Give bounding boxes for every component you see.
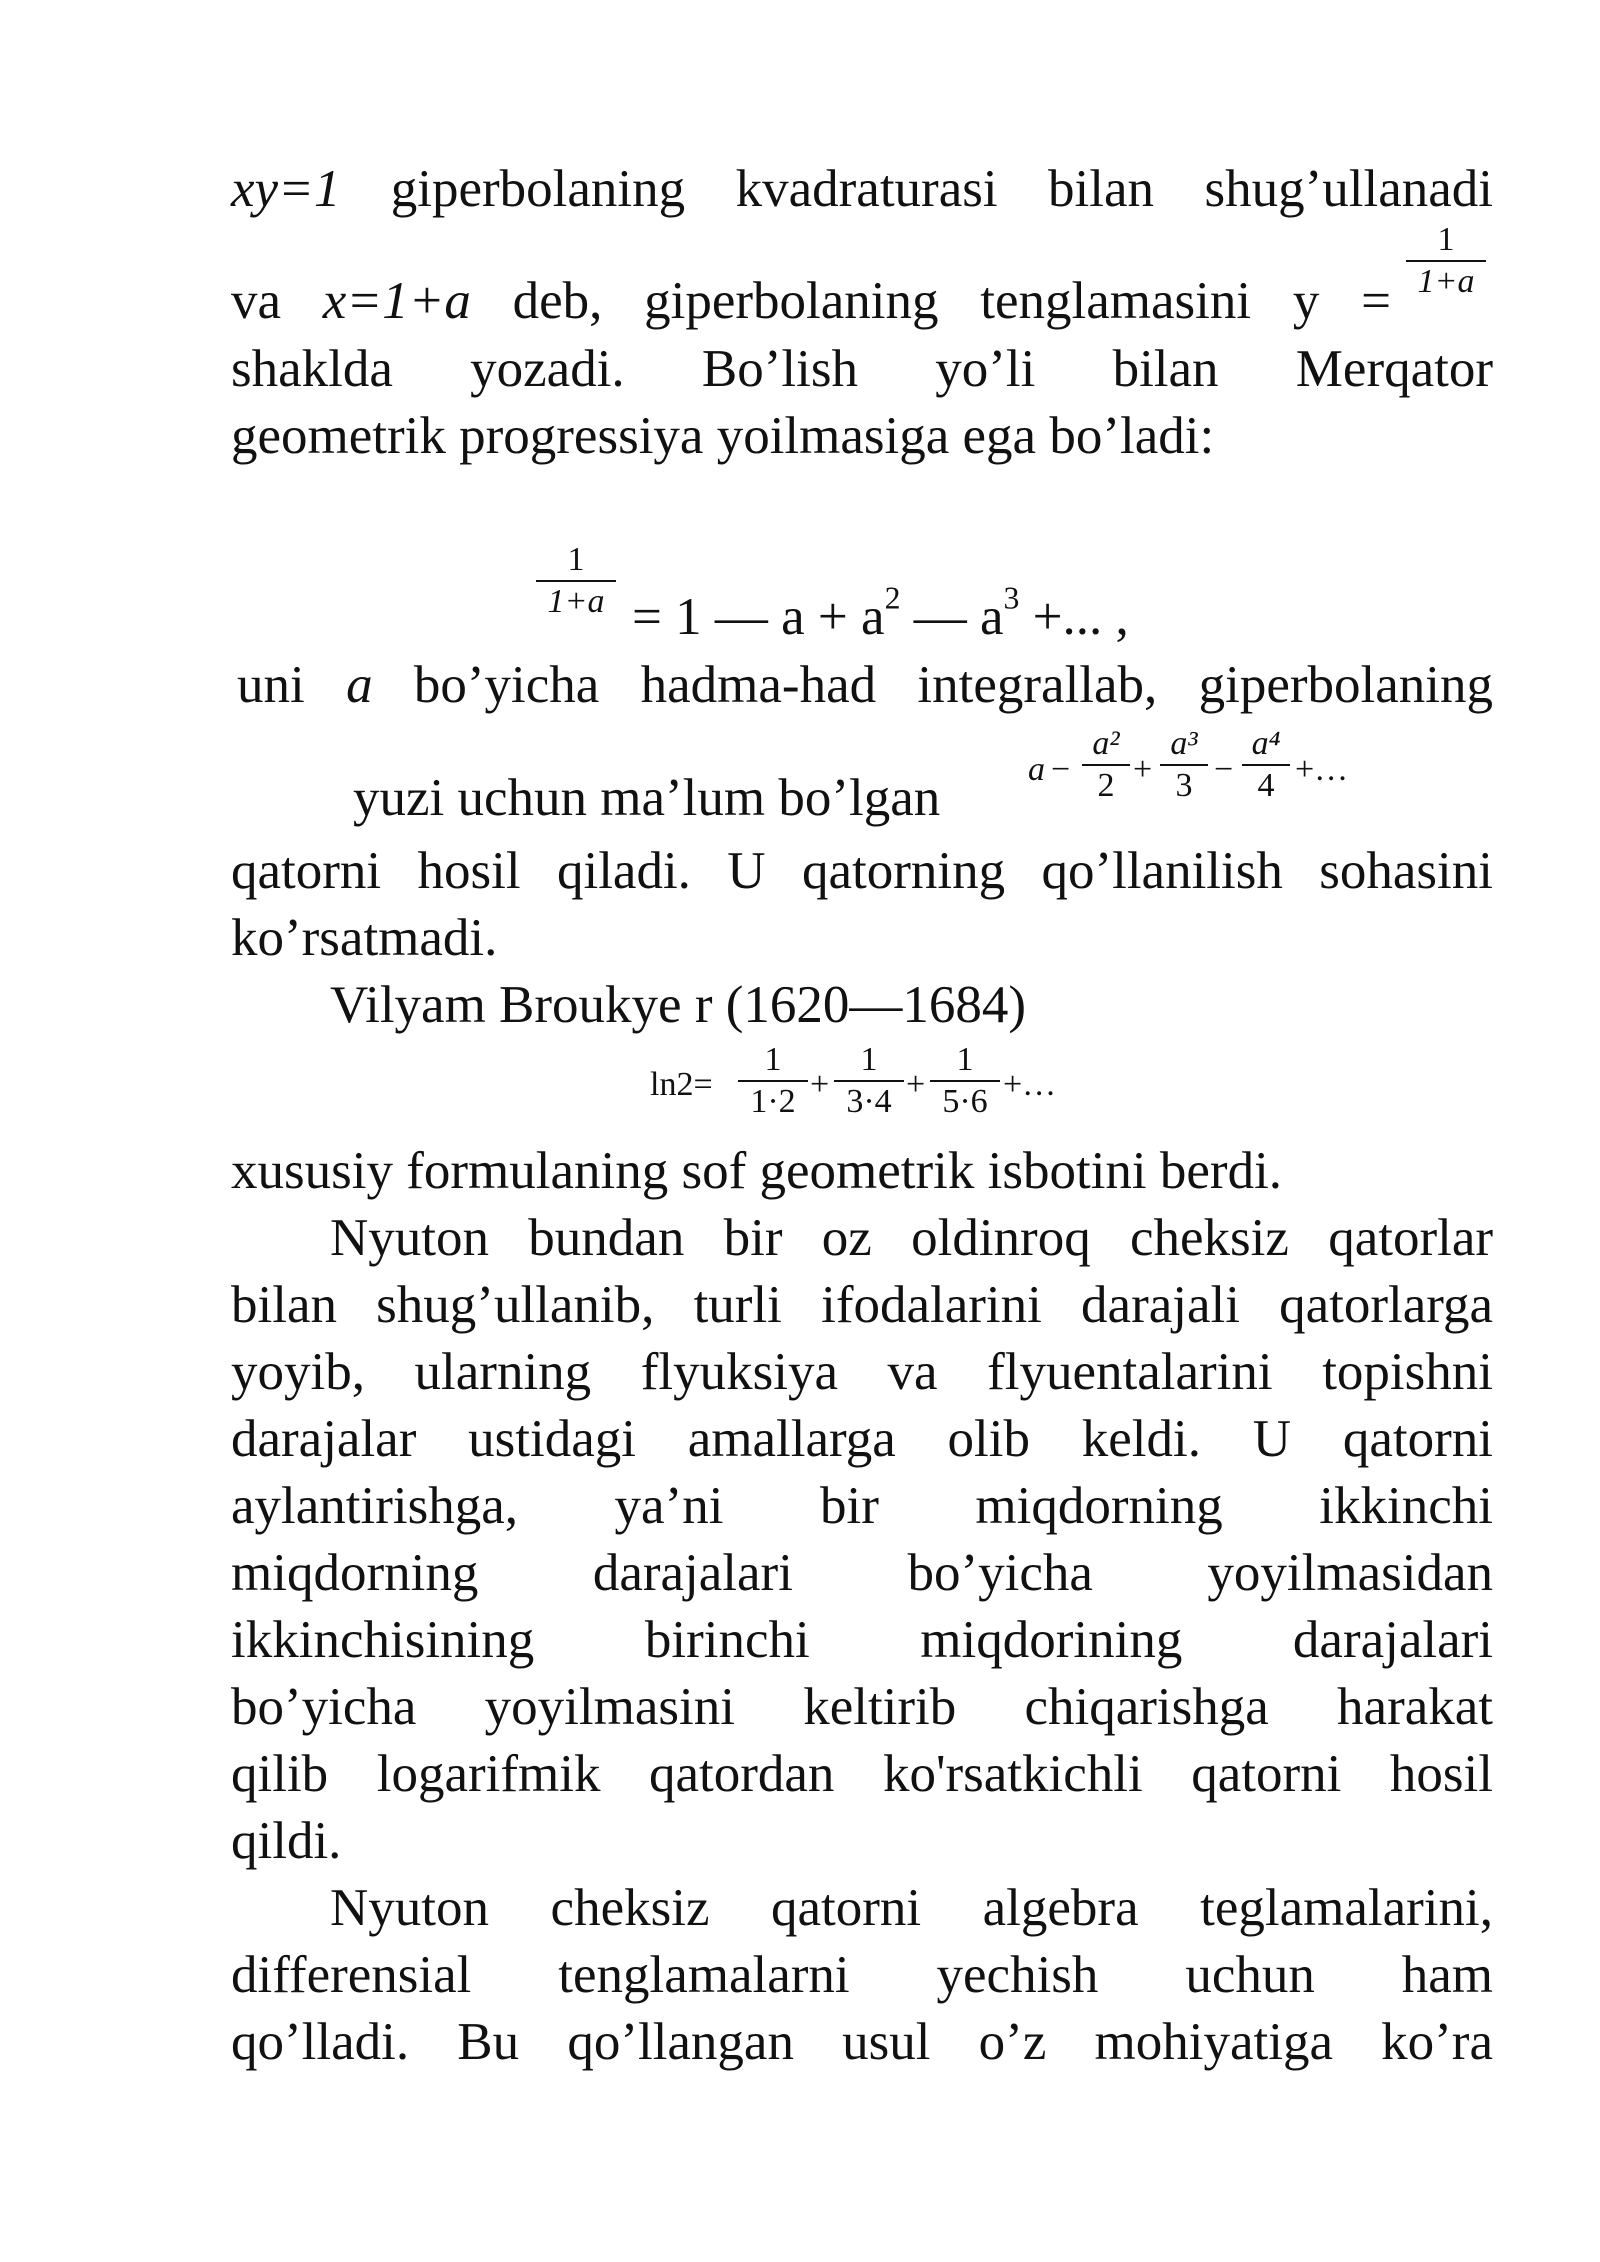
text-line: bo’yicha yoyilmasini keltirib chiqarishga harakat — [231, 1678, 1493, 1736]
text-line: qo’lladi. Bu qo’llangan usul o’z mohiyatiga ko’ra — [231, 2013, 1493, 2071]
series-operator: +… — [1295, 751, 1349, 788]
text-line: miqdorning darajalari bo’yicha yoyilmasidan — [231, 1544, 1493, 1602]
text-line: geometrik progressiya yoilmasiga ega bo’ladi: — [231, 407, 1215, 465]
text-line: qildi. — [231, 1812, 342, 1870]
text-line: ikkinchisining birinchi miqdorining darajalari — [231, 1611, 1493, 1669]
text-line: qatorni hosil qiladi. U qatorning qo’llanilish sohasini — [231, 842, 1493, 900]
text-line: yoyib, ularning flyuksiya va flyuentalarini topishni — [231, 1343, 1493, 1401]
fraction: $\frac{\text{a²}}{2}$ — [1082, 724, 1130, 806]
inline-math: xy=1 — [231, 160, 341, 218]
text-line: ko’rsatmadi. — [231, 909, 498, 967]
text-line: yuzi uchun ma’lum bo’lgan — [353, 769, 941, 827]
series-operator: − — [1051, 751, 1071, 788]
series-operator: + — [906, 1066, 926, 1103]
text-line: uni a bo’yicha hadma-had integrallab, giperbolaning — [237, 656, 1493, 714]
text-line: Vilyam Broukye r (1620—1684) — [330, 976, 1027, 1034]
fraction: $\frac{1}{3\cdot 4}$ — [834, 1040, 904, 1122]
text-line: va x=1+a deb, giperbolaning tenglamasini y = — [231, 272, 1392, 330]
series-operator: + — [810, 1066, 830, 1103]
series-operator: − — [1214, 751, 1234, 788]
inline-math: x=1+a — [322, 272, 471, 330]
formula-lhs: ln2= — [650, 1066, 713, 1103]
series-operator: + — [1133, 751, 1153, 788]
series-operator: +… — [1003, 1066, 1057, 1103]
fraction: $\frac{\text{a³}}{3}$ — [1160, 724, 1208, 806]
fraction: $\frac{\text{a⁴}}{4}$ — [1242, 724, 1290, 806]
text-line: xususiy formulaning sof geometrik isbotini berdi. — [231, 1142, 1283, 1200]
text-line: Nyuton cheksiz qatorni algebra teglamalarini, — [330, 1879, 1493, 1937]
inline-math: a — [346, 656, 373, 714]
formula: = 1 — $a + a^2$ — $a^3$ +... , — [632, 580, 1129, 646]
fraction: $\frac{1}{1+a}$ — [1406, 220, 1486, 302]
text-line: qilib logarifmik qatordan ko'rsatkichli qatorni hosil — [231, 1745, 1493, 1803]
text-line: darajalar ustidagi amallarga olib keldi. U qatorni — [231, 1410, 1493, 1468]
text-line: differensial tenglamalarni yechish uchun ham — [231, 1946, 1493, 2004]
text-line: Nyuton bundan bir oz oldinroq cheksiz qatorlar — [330, 1209, 1493, 1267]
text-line: aylantirishga, ya’ni bir miqdorning ikkinchi — [231, 1477, 1493, 1535]
fraction: $\frac{1}{1+a}$ — [536, 540, 616, 622]
text-line: shakldа yozadi. Bo’lish yo’li bilan Merqator — [231, 340, 1493, 398]
series-term: a — [1028, 751, 1045, 788]
text-line: bilan shug’ullanib, turli ifodalarini darajali qatorlarga — [231, 1276, 1493, 1334]
text-line: xy=1 giperbolaning kvadraturasi bilan shug’ullanadi — [231, 160, 1493, 218]
fraction: $\frac{1}{1\cdot 2}$ — [738, 1040, 808, 1122]
fraction: $\frac{1}{5\cdot 6}$ — [930, 1040, 1000, 1122]
